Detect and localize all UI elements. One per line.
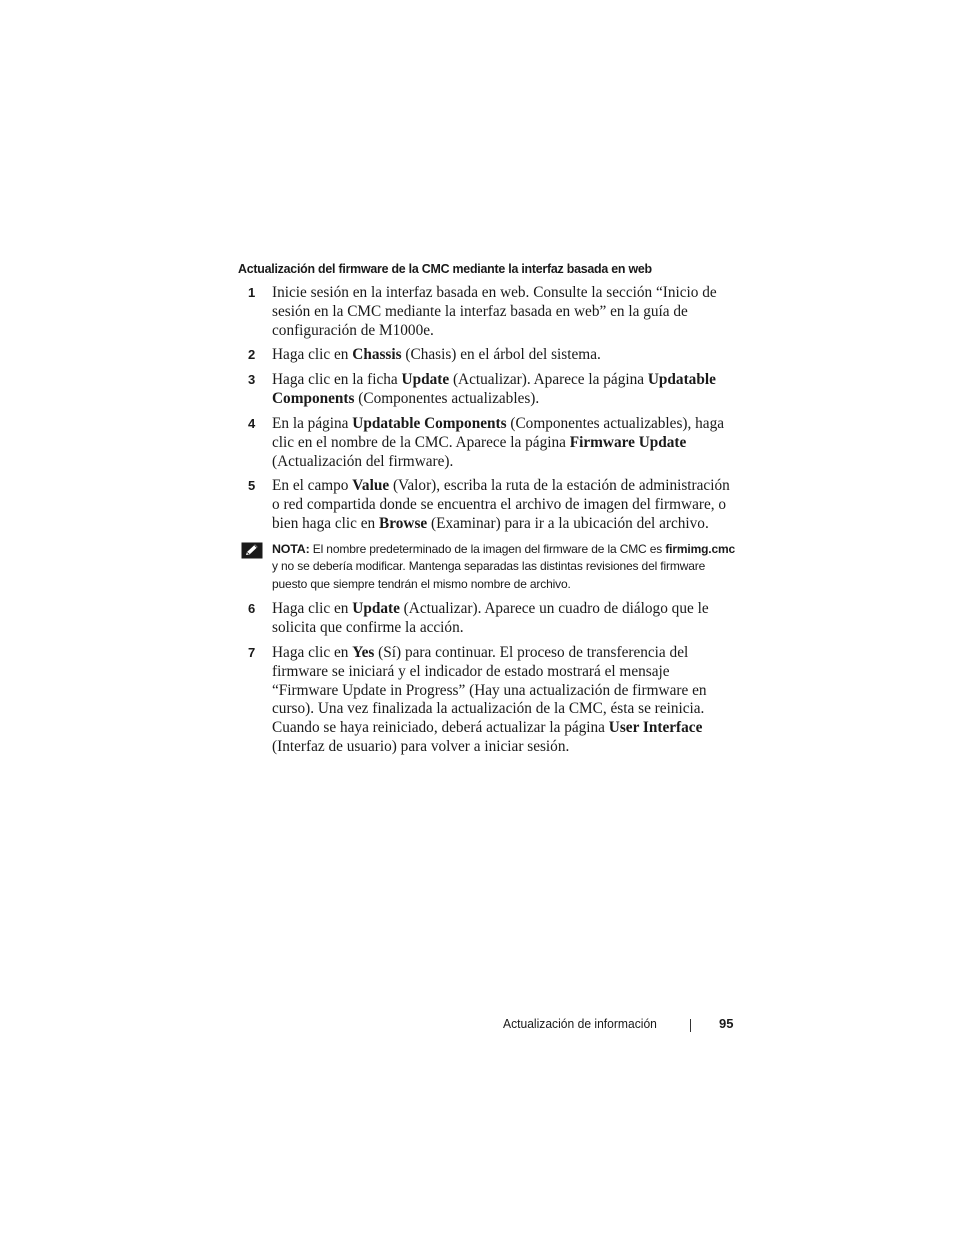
page-number: 95 bbox=[719, 1016, 734, 1031]
ui-term: Firmware Update bbox=[569, 433, 687, 451]
ui-term: Update bbox=[401, 371, 450, 388]
step-text: Haga clic en la ficha Update (Actualizar). Aparece la página Updatable Components (Componentes actualizables). bbox=[272, 371, 716, 407]
step-number: 4 bbox=[248, 416, 256, 431]
step-4 bbox=[238, 415, 738, 471]
step-number: 2 bbox=[248, 347, 256, 362]
section-heading: Actualización del firmware de la CMC mediante la interfaz basada en web bbox=[238, 261, 652, 276]
step-text: Haga clic en Update (Actualizar). Aparece un cuadro de diálogo que le solicita que confirme la acción. bbox=[272, 600, 709, 636]
ui-term: Value bbox=[352, 477, 390, 494]
ui-term: Update bbox=[352, 600, 400, 617]
step-text: En la página Updatable Components (Componentes actualizables), haga clic en el nombre de la CMC. Aparece la página Firmware Update (Actualización del firmware). bbox=[272, 415, 725, 470]
step-text: Haga clic en Chassis (Chasis) en el árbol del sistema. bbox=[272, 346, 601, 363]
step-number: 7 bbox=[248, 645, 256, 660]
step-number: 1 bbox=[248, 285, 256, 300]
file-name: firmimg.cmc bbox=[665, 542, 736, 556]
note-block bbox=[238, 541, 738, 593]
step-5 bbox=[238, 477, 738, 533]
note-text: NOTA: El nombre predeterminado de la imagen del firmware de la CMC es firmimg.cmc y no se debería modificar. Mantenga separadas las distintas revisiones del firmware puesto que siempre tendrán el mismo nombre de archivo. bbox=[272, 542, 736, 591]
step-text: Inicie sesión en la interfaz basada en web. Consulte la sección “Inicio de sesión en la CMC mediante la interfaz basada en web” en la guía de configuración de M1000e. bbox=[272, 284, 717, 339]
step-number: 5 bbox=[248, 478, 256, 493]
footer-divider bbox=[690, 1019, 691, 1032]
step-3 bbox=[238, 371, 738, 409]
step-7 bbox=[238, 644, 738, 757]
step-1 bbox=[238, 284, 738, 340]
pencil-note-icon bbox=[241, 542, 263, 559]
ui-term: User Interface bbox=[608, 719, 703, 737]
step-text: En el campo Value (Valor), escriba la ruta de la estación de administración o red compartida donde se encuentra el archivo de imagen del firmware, o bien haga clic en Browse (Examinar) para ir a la ubicación del archivo. bbox=[272, 477, 730, 532]
ui-term: Browse bbox=[379, 514, 428, 532]
step-number: 3 bbox=[248, 372, 256, 387]
ui-term: Yes bbox=[352, 644, 375, 661]
step-number: 6 bbox=[248, 601, 256, 616]
ui-term: Chassis bbox=[352, 346, 402, 363]
step-6 bbox=[238, 600, 738, 638]
step-2 bbox=[238, 346, 738, 365]
ui-term: Updatable Components bbox=[272, 371, 716, 407]
ui-term: Updatable Components bbox=[352, 415, 507, 432]
step-text: Haga clic en Yes (Sí) para continuar. El proceso de transferencia del firmware se iniciará y el indicador de estado mostrará el mensaje “Firmware Update in Progress” (Hay una actualización de firmware en curso). Una vez finalizada la actualización de la CMC, ésta se reinicia. Cuando se haya reiniciado, deberá actualizar la página User Interface (Interfaz de usuario) para volver a iniciar sesión. bbox=[272, 644, 707, 755]
note-label: NOTA: bbox=[272, 542, 310, 556]
footer-section-title: Actualización de información bbox=[503, 1016, 657, 1031]
